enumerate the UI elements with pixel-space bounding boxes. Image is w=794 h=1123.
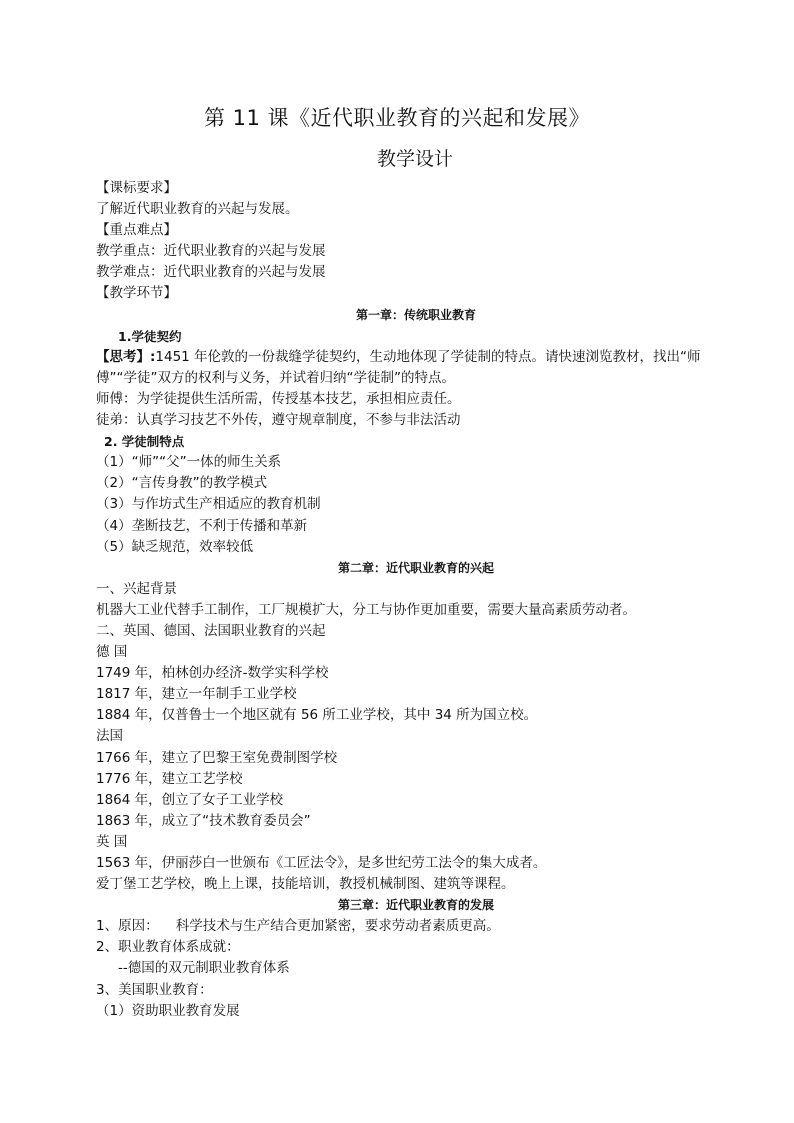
chapter-heading: 第一章：传统职业教育 [355, 307, 476, 322]
paragraph: 师傅：为学徒提供生活所需，传授基本技艺，承担相应责任。 [96, 390, 461, 407]
list-item: （5）缺乏规范，效率较低 [96, 538, 254, 555]
section-heading: 【重点难点】 [96, 222, 177, 239]
paragraph: 了解近代职业教育的兴起与发展。 [96, 201, 299, 218]
think-label: 【思考】: [96, 348, 156, 365]
timeline-item: 1864 年，创立了女子工业学校 [96, 791, 284, 808]
paragraph: 一、兴起背景 [96, 580, 177, 597]
paragraph: 教学难点：近代职业教育的兴起与发展 [96, 264, 326, 281]
timeline-item: 1766 年，建立了巴黎王室免费制图学校 [96, 749, 338, 766]
paragraph: 3、美国职业教育： [96, 981, 213, 998]
timeline-item: 1563 年，伊丽莎白一世颁布《工匠法令》，是多世纪劳工法令的集大成者。 [96, 855, 547, 871]
list-item: （3）与作坊式生产相适应的教育机制 [96, 496, 321, 513]
paragraph: 徒弟：认真学习技艺不外传，遵守规章制度，不参与非法活动 [96, 412, 461, 429]
country-heading: 德 国 [96, 644, 128, 661]
paragraph: 2、职业教育体系成就： [96, 939, 240, 956]
list-item: （1）资助职业教育发展 [96, 1002, 240, 1019]
page-subtitle: 教学设计 [376, 148, 453, 170]
paragraph: 二、英国、德国、法国职业教育的兴起 [96, 622, 326, 639]
timeline-item: 1749 年，柏林创办经济-数学实科学校 [96, 665, 329, 682]
page-title: 第 11 课《近代职业教育的兴起和发展》 [203, 106, 591, 130]
paragraph [96, 347, 736, 389]
country-heading: 法国 [96, 728, 123, 745]
paragraph: 1、原因： 科学技术与生产结合更加紧密，要求劳动者素质更高。 [96, 918, 500, 935]
timeline-item: 1817 年，建立一年制手工业学校 [96, 686, 297, 703]
list-item: （2）“言传身教”的教学模式 [96, 475, 268, 492]
subsection-heading: 2. 学徒制特点 [104, 434, 185, 450]
document-body [96, 178, 736, 1022]
paragraph: 爱丁堡工艺学校，晚上上课，技能培训，教授机械制图、建筑等课程。 [96, 876, 515, 893]
timeline-item: 1884 年，仅普鲁士一个地区就有 56 所工业学校，其中 34 所为国立校。 [96, 707, 538, 724]
timeline-item: 1776 年，建立工艺学校 [96, 770, 243, 787]
country-heading: 英 国 [96, 833, 128, 850]
section-heading: 【教学环节】 [96, 285, 177, 302]
paragraph: 机器大工业代替手工制作，工厂规模扩大，分工与协作更加重要，需要大量高素质劳动者。 [96, 601, 636, 618]
timeline-item: 1863 年，成立了“技术教育委员会” [96, 812, 311, 829]
think-text: 1451 年伦敦的一份裁缝学徒契约，生动地体现了学徒制的特点。请快速浏览教材，找出“师傅”“学徒”双方的权利与义务，并试着归纳“学徒制”的特点。 [96, 348, 701, 386]
chapter-heading: 第三章：近代职业教育的发展 [337, 898, 494, 913]
list-item: （1）“师”“父”一体的师生关系 [96, 454, 282, 471]
chapter-heading: 第二章：近代职业教育的兴起 [337, 560, 494, 575]
paragraph: 教学重点：近代职业教育的兴起与发展 [96, 243, 326, 260]
subsection-heading: 1.学徒契约 [118, 328, 182, 344]
list-item: （4）垄断技艺，不利于传播和革新 [96, 517, 308, 534]
paragraph: --德国的双元制职业教育体系 [118, 960, 290, 977]
section-heading: 【课标要求】 [96, 180, 177, 196]
